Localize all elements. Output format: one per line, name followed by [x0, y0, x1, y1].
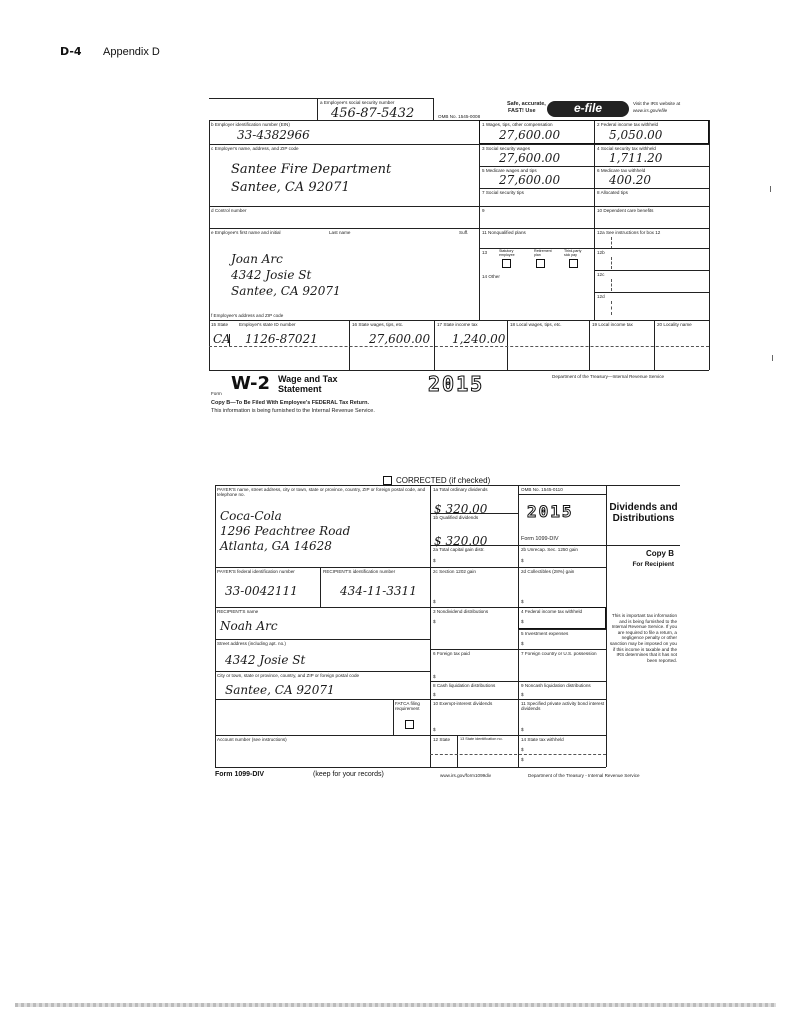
- w2-copy-b: Copy B—To Be Filed With Employee's FEDERAL Tax Return.: [211, 400, 370, 406]
- w2-form-word: Form: [211, 391, 222, 396]
- w2-control-label: d Control number: [211, 208, 247, 213]
- div-box13-label: 13 State identification no.: [460, 737, 503, 741]
- w2-employee-last-label: Last name: [329, 230, 351, 235]
- div-box4-label: 4 Federal income tax withheld: [521, 609, 583, 614]
- statutory-employee-checkbox[interactable]: [502, 259, 511, 268]
- div-form-label: Form 1099-DIV: [521, 536, 559, 542]
- div-for-recipient: For Recipient: [632, 561, 674, 568]
- w2-box16-label: 16 State wages, tips, etc.: [352, 322, 404, 327]
- div-box14-dollar-2: $: [521, 757, 524, 762]
- div-box14-label: 14 State tax withheld: [521, 737, 564, 742]
- div-box1b-label: 1b Qualified dividends: [433, 515, 479, 520]
- div-street-label: Street address (including apt. no.): [217, 641, 286, 646]
- div-city: Santee, CA 92071: [225, 683, 335, 697]
- w2-box1-value: 27,600.00: [499, 128, 561, 142]
- w2-box19-label: 19 Local income tax: [592, 322, 633, 327]
- w2-fast-text: FAST! Use: [508, 108, 536, 114]
- w2-box15-ein-label: Employer's state ID number: [239, 322, 296, 327]
- div-omb: OMB No. 1545-0110: [521, 487, 563, 492]
- w2-box13-sickpay-label: Third-party sick pay: [564, 249, 582, 257]
- div-box2a-label: 2a Total capital gain distr.: [433, 547, 485, 552]
- div-box5-dollar: $: [521, 641, 524, 646]
- w2-box20-label: 20 Locality name: [657, 322, 692, 327]
- div-box2c-dollar: $: [433, 599, 436, 604]
- div-box10-dollar: $: [433, 727, 436, 732]
- w2-employee-city: Santee, CA 92071: [231, 284, 341, 298]
- w2-box3-value: 27,600.00: [499, 151, 561, 165]
- div-year: 2015: [527, 502, 574, 521]
- retirement-plan-checkbox[interactable]: [536, 259, 545, 268]
- div-street: 4342 Josie St: [225, 653, 306, 667]
- w2-box9-label: 9: [482, 208, 485, 213]
- div-box2b-dollar: $: [521, 558, 524, 563]
- efile-logo: e-file: [547, 101, 629, 117]
- div-form: [215, 485, 680, 767]
- div-payer-label: PAYER'S name, street address, city or town, state or province, country, ZIP or foreign postal code, and telephone no.: [217, 487, 426, 497]
- w2-form-title-2: Statement: [278, 384, 322, 394]
- div-payer-street: 1296 Peachtree Road: [220, 524, 351, 538]
- w2-box17-label: 17 State income tax: [437, 322, 478, 327]
- div-title-2: Distributions: [612, 513, 675, 524]
- w2-box6-value: 400.20: [609, 173, 651, 187]
- w2-box13-retirement-label: Retirement plan: [534, 249, 552, 257]
- div-fatca-label: FATCA filing requirement: [395, 701, 420, 711]
- w2-form-title-1: Wage and Tax: [278, 374, 338, 384]
- div-footer-url: www.irs.gov/form1099div: [440, 773, 492, 778]
- div-recipient-name: Noah Arc: [220, 619, 278, 633]
- w2-state-id: 1126-87021: [245, 332, 318, 346]
- w2-box3-label: 3 Social security wages: [482, 146, 531, 151]
- w2-box5-label: 5 Medicare wages and tips: [482, 168, 537, 173]
- w2-box10-label: 10 Dependent care benefits: [597, 208, 654, 213]
- w2-box18-label: 18 Local wages, tips, etc.: [510, 322, 562, 327]
- div-box2d-dollar: $: [521, 599, 524, 604]
- div-box10-label: 10 Exempt-interest dividends: [433, 701, 493, 706]
- div-recipient-tin-label: RECIPIENT'S identification number: [323, 569, 396, 574]
- div-box11-dollar: $: [521, 727, 524, 732]
- w2-box1-label: 1 Wages, tips, other compensation: [482, 122, 553, 127]
- w2-box7-label: 7 Social security tips: [482, 190, 524, 195]
- div-payer-name: Coca-Cola: [220, 509, 282, 523]
- div-box2b-label: 2b Unrecap. Sec. 1250 gain: [521, 547, 578, 552]
- div-box11-label: 11 Specified private activity bond interest dividends: [521, 701, 605, 711]
- w2-box12b-label: 12b: [597, 250, 605, 255]
- div-box9-dollar: $: [521, 692, 524, 697]
- w2-omb: OMB No. 1545-0008: [438, 114, 481, 119]
- w2-employee-suff-label: Suff.: [459, 230, 469, 235]
- div-box7-label: 7 Foreign country or U.S. possession: [521, 651, 597, 656]
- div-footer-keep: (keep for your records): [313, 771, 384, 778]
- div-box2c-label: 2c Section 1202 gain: [433, 569, 476, 574]
- w2-box13-statutory-label: Statutory employee: [499, 249, 515, 257]
- w2-safe-text: Safe, accurate,: [507, 101, 546, 107]
- div-notice: This is important tax information and is being furnished to the Internal Revenue Service. If you are required to file a return, a negligence penalty or other sanction may be imposed on you if this income is taxable and the IRS determines that it has not been reported.: [609, 613, 677, 663]
- div-box5-label: 5 Investment expenses: [521, 631, 569, 636]
- w2-employee-street: 4342 Josie St: [231, 268, 312, 282]
- w2-employer-city: Santee, CA 92071: [231, 180, 350, 195]
- div-title-1: Dividends and: [609, 502, 678, 513]
- div-footer-dept: Department of the Treasury - Internal Revenue Service: [528, 773, 640, 778]
- w2-box4-label: 4 Social security tax withheld: [597, 146, 656, 151]
- div-recipient-tin: 434-11-3311: [340, 584, 417, 598]
- w2-box12c-label: 12c: [597, 272, 605, 277]
- w2-box13-label: 13: [482, 250, 488, 255]
- div-box8-dollar: $: [433, 692, 436, 697]
- third-party-sick-pay-checkbox[interactable]: [569, 259, 578, 268]
- w2-irs-visit: Visit the IRS website at: [633, 101, 681, 106]
- div-recipient-name-label: RECIPIENT'S name: [217, 609, 259, 614]
- div-box1a-value: $ 320.00: [434, 502, 488, 516]
- div-payer-tin: 33-0042111: [225, 584, 298, 598]
- w2-form: [209, 98, 709, 370]
- w2-employee-label: e Employee's first name and initial: [211, 230, 281, 235]
- w2-ein-value: 33-4382966: [237, 128, 310, 142]
- div-payer-city: Atlanta, GA 14628: [220, 539, 332, 553]
- div-box1b-value: $ 320.00: [434, 534, 488, 548]
- w2-box17-value: 1,240.00: [452, 332, 506, 346]
- w2-box14-label: 14 Other: [482, 274, 500, 279]
- w2-box5-value: 27,600.00: [499, 173, 561, 187]
- div-footer-form: Form 1099-DIV: [215, 771, 265, 778]
- div-payer-tin-label: PAYER'S federal identification number: [217, 569, 295, 574]
- page-number: D-4: [60, 45, 82, 58]
- div-city-label: City or town, state or province, country, and ZIP or foreign postal code: [217, 673, 360, 678]
- w2-ssn-value: 456-87-5432: [331, 106, 415, 121]
- div-box9-label: 9 Noncash liquidation distributions: [521, 683, 591, 688]
- w2-employee-name: Joan Arc: [231, 252, 283, 266]
- div-box6-label: 6 Foreign tax paid: [433, 651, 470, 656]
- div-box12-label: 12 State: [433, 737, 451, 742]
- div-copy-b: Copy B: [646, 549, 674, 558]
- w2-irs-url: www.irs.gov/efile: [633, 108, 668, 113]
- w2-state-code: CA: [213, 332, 231, 346]
- w2-box2-value: 5,050.00: [609, 128, 663, 142]
- div-box4-dollar: $: [521, 619, 524, 624]
- w2-box12a-label: 12a See instructions for box 12: [597, 230, 661, 235]
- scan-edge-strip: [15, 1003, 776, 1007]
- w2-box4-value: 1,711.20: [609, 151, 663, 165]
- div-account-label: Account number (see instructions): [217, 737, 287, 742]
- div-box1a-label: 1a Total ordinary dividends: [433, 487, 488, 492]
- w2-box15-label: 15 State: [211, 322, 229, 327]
- corrected-checkbox[interactable]: [383, 476, 392, 485]
- div-box3-label: 3 Nondividend distributions: [433, 609, 489, 614]
- w2-box2-label: 2 Federal income tax withheld: [597, 122, 659, 127]
- w2-box6-label: 6 Medicare tax withheld: [597, 168, 646, 173]
- scan-mark: [770, 186, 771, 192]
- w2-box8-label: 8 Allocated tips: [597, 190, 628, 195]
- page-title: Appendix D: [103, 46, 160, 58]
- w2-irs-notice: This information is being furnished to the Internal Revenue Service.: [211, 408, 375, 414]
- fatca-checkbox[interactable]: [405, 720, 414, 729]
- div-box2a-dollar: $: [433, 558, 436, 563]
- div-box8-label: 8 Cash liquidation distributions: [433, 683, 496, 688]
- div-box3-dollar: $: [433, 619, 436, 624]
- w2-employer-label: c Employer's name, address, and ZIP code: [211, 146, 299, 151]
- w2-box16-value: 27,600.00: [369, 332, 431, 346]
- w2-box12d-label: 12d: [597, 294, 605, 299]
- div-box14-dollar-1: $: [521, 747, 524, 752]
- w2-ein-label: b Employer identification number (EIN): [211, 122, 290, 127]
- w2-dept: Department of the Treasury—Internal Revenue Service: [552, 374, 665, 379]
- div-box6-dollar: $: [433, 674, 436, 679]
- div-box2d-label: 2d Collectibles (28%) gain: [521, 569, 575, 574]
- w2-form-name: W-2: [231, 373, 271, 394]
- w2-employee-address-label: f Employee's address and ZIP code: [211, 313, 284, 318]
- div-corrected-label: CORRECTED (if checked): [396, 476, 491, 485]
- w2-ssn-label: a Employee's social security number: [320, 100, 395, 105]
- w2-box11-label: 11 Nonqualified plans: [482, 230, 526, 235]
- w2-employer-name: Santee Fire Department: [231, 162, 392, 177]
- scan-mark: [772, 355, 773, 361]
- w2-year: 2015: [428, 372, 485, 396]
